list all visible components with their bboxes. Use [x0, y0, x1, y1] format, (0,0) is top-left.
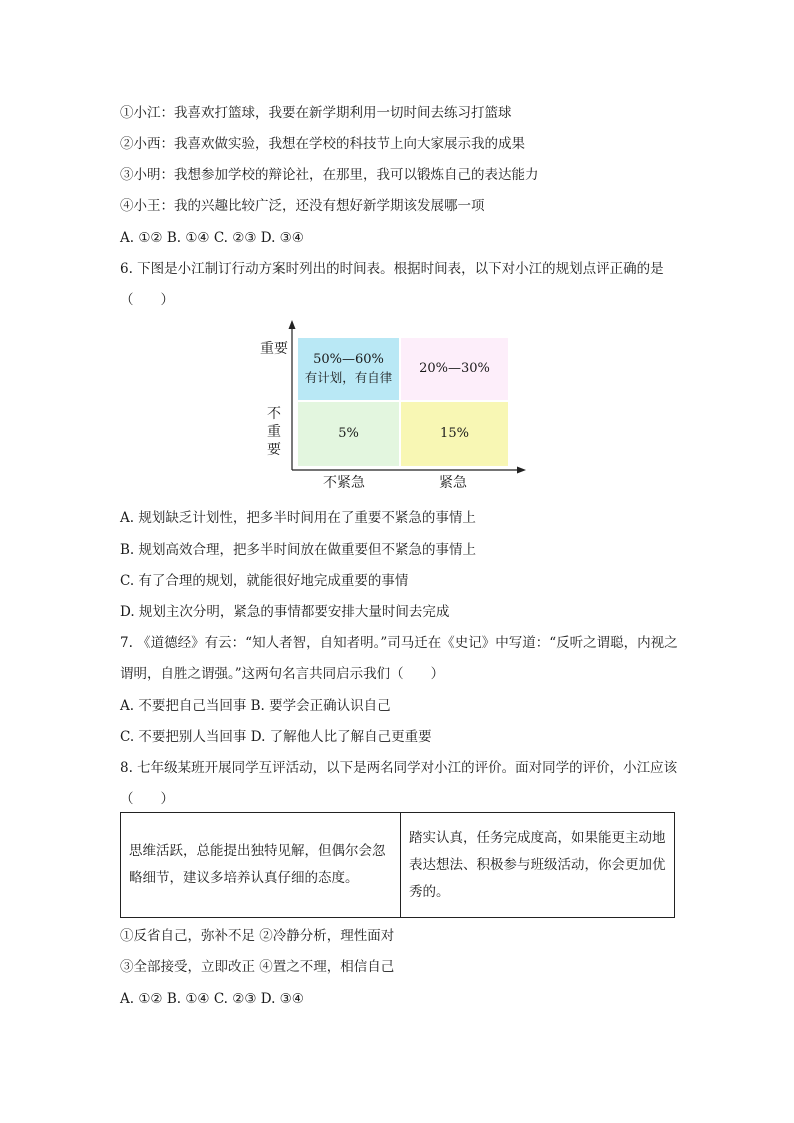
q8-stem: 8. 七年级某班开展同学互评活动，以下是两名同学对小江的评价。面对同学的评价，小江应该（ ）: [120, 760, 678, 807]
evaluation-right: [401, 813, 674, 917]
cell-not-important-urgent: [401, 402, 508, 466]
q8-statements-line-2: ③全部接受，立即改正 ④置之不理，相信自己: [120, 959, 395, 975]
cell-important-not-urgent: [298, 338, 399, 400]
q5-statement-1: ①小江：我喜欢打篮球，我要在新学期利用一切时间去练习打篮球: [120, 105, 512, 121]
q5-statement-2: ②小西：我喜欢做实验，我想在学校的科技节上向大家展示我的成果: [120, 136, 525, 152]
x-label-urgent: 紧急: [439, 475, 467, 491]
time-matrix-figure: [260, 318, 530, 496]
q8-statements-line-1: ①反省自己，弥补不足 ②冷静分析，理性面对: [120, 928, 395, 944]
q5-statement-3: ③小明：我想参加学校的辩论社，在那里，我可以锻炼自己的表达能力: [120, 167, 539, 183]
q7-options-line-1: A. 不要把自己当回事 B. 要学会正确认识自己: [120, 698, 391, 714]
q7-stem: 7. 《道德经》有云：“知人者智，自知者明。”司马迁在《史记》中写道：“反听之谓聪，内视之谓明，自胜之谓强。”这两句名言共同启示我们（ ）: [120, 635, 678, 682]
q7-options-line-2: C. 不要把别人当回事 D. 了解他人比了解自己更重要: [120, 729, 432, 745]
evaluation-left-text: 思维活跃，总能提出独特见解，但偶尔会忽略细节，建议多培养认真仔细的态度。: [129, 843, 386, 886]
q8-options: A. ①② B. ①④ C. ②③ D. ③④: [120, 991, 304, 1007]
q5-statement-4: ④小王：我的兴趣比较广泛，还没有想好新学期该发展哪一项: [120, 198, 485, 214]
evaluation-left: [121, 813, 401, 917]
x-label-not-urgent: 不紧急: [323, 475, 365, 491]
cell-important-urgent-value: 20%—30%: [419, 361, 490, 376]
cell-not-important-not-urgent: [298, 402, 399, 466]
cell-important-urgent: [401, 338, 508, 400]
y-label-not-important: 不重要: [267, 406, 281, 458]
cell-not-important-not-urgent-value: 5%: [338, 426, 359, 441]
q6-option-d: D. 规划主次分明，紧急的事情都要安排大量时间去完成: [120, 604, 450, 620]
q5-options: A. ①② B. ①④ C. ②③ D. ③④: [120, 230, 304, 246]
q6-option-b: B. 规划高效合理，把多半时间放在做重要但不紧急的事情上: [120, 542, 477, 558]
q6-option-c: C. 有了合理的规划，就能很好地完成重要的事情: [120, 573, 409, 589]
cell-important-not-urgent-note: 有计划，有自律: [304, 370, 393, 385]
cell-important-not-urgent-value: 50%—60%: [313, 352, 384, 367]
q6-option-a: A. 规划缺乏计划性，把多半时间用在了重要不紧急的事情上: [120, 510, 476, 526]
evaluation-right-text: 踏实认真，任务完成度高，如果能更主动地表达想法、积极参与班级活动，你会更加优秀的。: [409, 829, 666, 900]
cell-not-important-urgent-value: 15%: [440, 426, 469, 441]
evaluation-table: [120, 812, 675, 918]
q6-stem: 6. 下图是小江制订行动方案时列出的时间表。根据时间表，以下对小江的规划点评正确的是（ ）: [120, 261, 664, 308]
y-label-important: 重要: [260, 341, 288, 357]
